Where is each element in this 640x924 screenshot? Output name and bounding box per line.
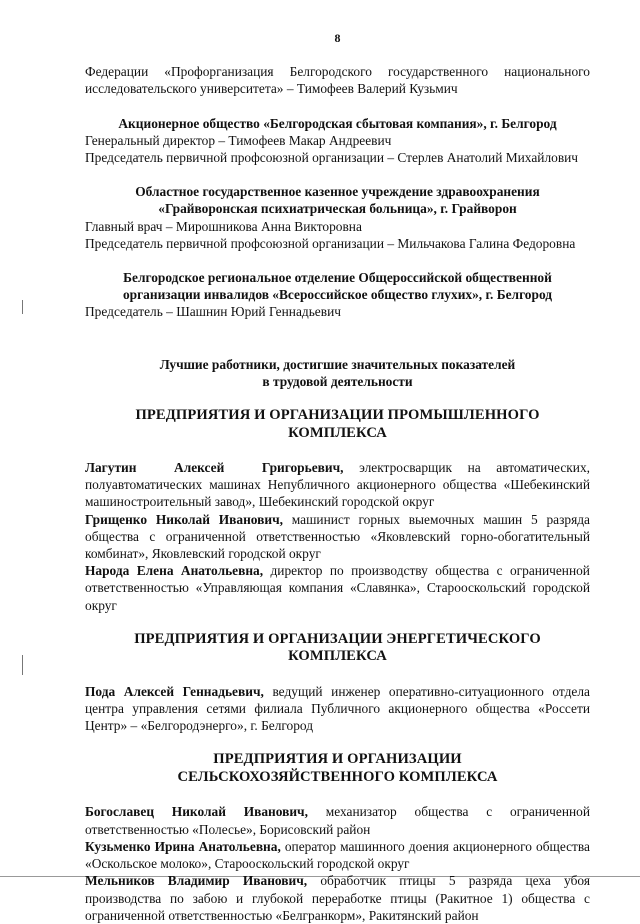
list-item (85, 459, 590, 511)
worker-position: электросварщик на автоматических, полуавтоматических машинах Непубличного акционерного общества «Шебекинский машиностроительный завод», Шебекинский городской округ (85, 460, 590, 510)
worker-position: машинист горных выемочных машин 5 разряда общества с ограниченной ответственностью «Яковлевский горно-обогатительный комбинат», Яковлевский городской округ (85, 511, 590, 562)
org2-title-2: «Грайворонская психиатрическая больница», г. Грайворон (158, 201, 517, 217)
section-industrial-title: ПРЕДПРИЯТИЯ И ОРГАНИЗАЦИИ ПРОМЫШЛЕННОГО КОМПЛЕКСА (135, 407, 540, 441)
worker-position: директор по производству общества с ограниченной ответственностью «Управляющая компания «Славянка», Старооскольский городской округ (85, 563, 590, 613)
list-item (85, 872, 590, 924)
scan-edge-mark-bottom (22, 655, 23, 675)
org1-chairman: Председатель первичной профсоюзной организации – Стерлев Анатолий Михайлович (85, 150, 579, 166)
org3-title-2: организации инвалидов «Всероссийское общество глухих», г. Белгород (122, 287, 553, 303)
worker-name: Мельников Владимир Иванович, (85, 873, 308, 889)
worker-name: Лагутин Алексей Григорьевич, (85, 460, 344, 476)
org2-chairman: Председатель первичной профсоюзной организации – Мильчакова Галина Федоровна (85, 235, 576, 251)
list-item (85, 683, 590, 735)
intro-line-1: Федерации «Профорганизация Белгородского государственного национального (85, 64, 590, 80)
org3-chairman: Председатель – Шашнин Юрий Геннадьевич (85, 304, 341, 320)
list-item (85, 838, 590, 872)
document-page (85, 30, 590, 924)
page-number: 8 (334, 31, 341, 45)
scan-edge-mark-top (22, 300, 23, 314)
list-item (85, 562, 590, 614)
worker-name: Грищенко Николай Иванович, (85, 511, 283, 527)
worker-position: ведущий инженер оперативно-ситуационного отдела центра управления сетями филиала Публичного акционерного общества «Россети Центр» – «Белгородэнерго», г. Белгород (85, 683, 590, 734)
worker-name: Богославец Николай Иванович, (85, 804, 308, 820)
org2-director: Главный врач – Мирошникова Анна Викторовна (85, 218, 362, 234)
org3-title-1: Белгородское региональное отделение Общероссийской общественной (123, 270, 552, 286)
org1-director: Генеральный директор – Тимофеев Макар Андреевич (85, 132, 392, 148)
intro-line-2: исследовательского университета» – Тимофеев Валерий Кузьмич (85, 81, 458, 97)
best-workers-heading-1: Лучшие работники, достигшие значительных показателей (159, 356, 516, 372)
section-agro-title-2: СЕЛЬСКОХОЗЯЙСТВЕННОГО КОМПЛЕКСА (177, 768, 498, 785)
list-item (85, 511, 590, 563)
org2-title-1: Областное государственное казенное учреждение здравоохранения (135, 184, 540, 200)
worker-name: Пода Алексей Геннадьевич, (85, 683, 264, 699)
org1-title: Акционерное общество «Белгородская сбытовая компания», г. Белгород (118, 115, 557, 131)
worker-position: оператор машинного доения акционерного общества «Оскольское молоко», Старооскольский городской округ (85, 838, 590, 872)
worker-name: Кузьменко Ирина Анатольевна, (85, 838, 281, 854)
list-item (85, 803, 590, 837)
worker-name: Народа Елена Анатольевна, (85, 563, 264, 579)
section-energy-title: ПРЕДПРИЯТИЯ И ОРГАНИЗАЦИИ ЭНЕРГЕТИЧЕСКОГО КОМПЛЕКСА (134, 630, 541, 665)
worker-position: обработчик птицы 5 разряда цеха убоя производства по забою и глубокой переработке птицы (Ракитное 1) общества с ограниченной ответственностью «Белгранкорм», Ракитянский район (85, 873, 590, 923)
worker-position: механизатор общества с ограниченной ответственностью «Полесье», Борисовский район (85, 804, 591, 837)
best-workers-heading-2: в трудовой деятельности (262, 373, 413, 389)
section-agro-title-1: ПРЕДПРИЯТИЯ И ОРГАНИЗАЦИИ (213, 751, 462, 768)
